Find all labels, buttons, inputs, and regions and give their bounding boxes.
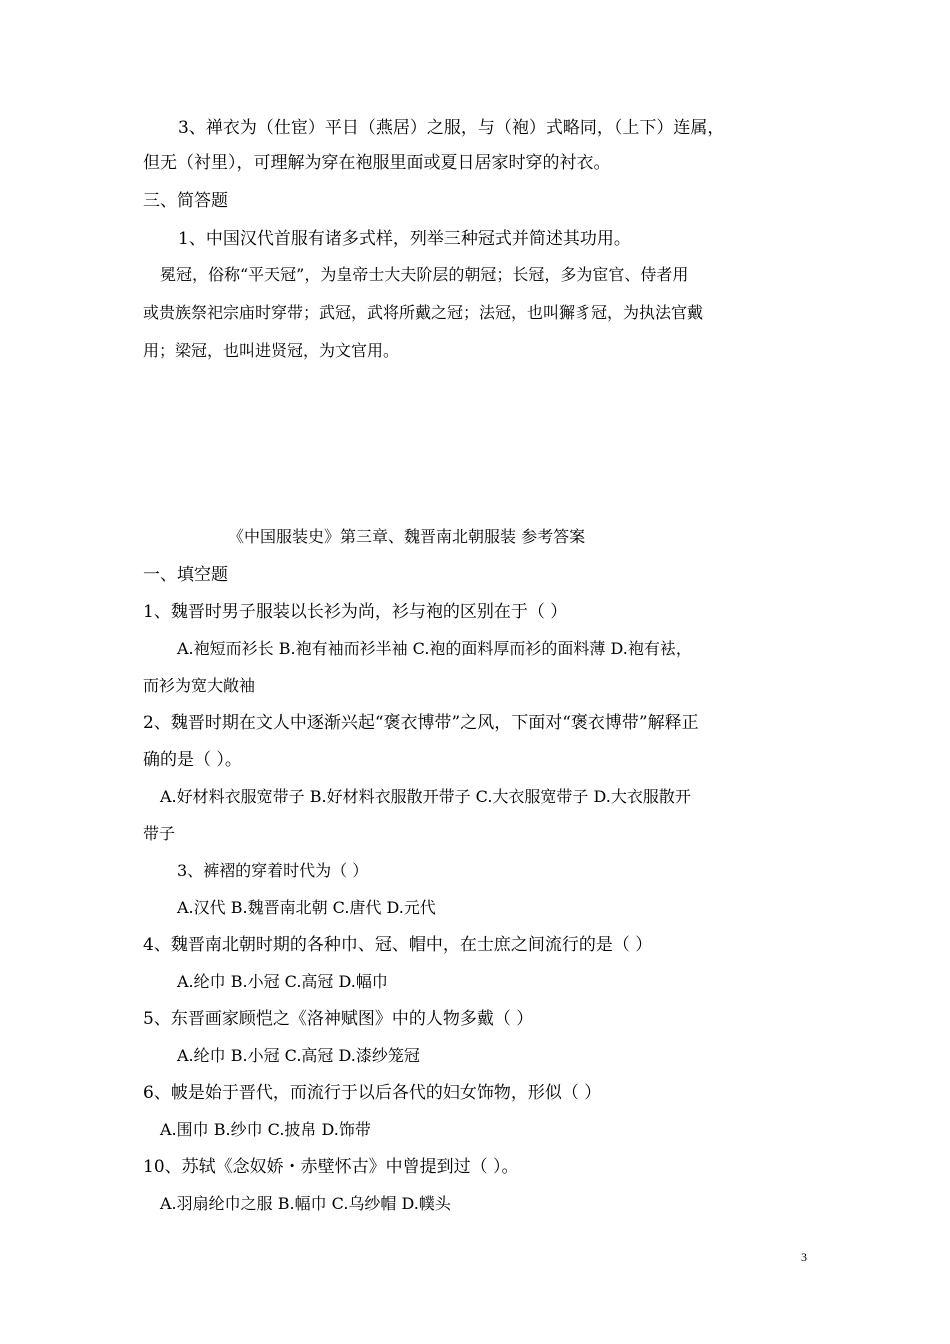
question: 10、苏轼《念奴娇・赤壁怀古》中曾提到过（ ）。 <box>143 1157 519 1177</box>
answer-line: 冕冠，俗称“平天冠”，为皇帝士大夫阶层的朝冠；长冠，多为宦官、侍者用 <box>160 265 689 284</box>
options-line: A.围巾 B.纱巾 C.披帛 D.饰带 <box>160 1120 371 1139</box>
chapter-title: 《中国服装史》第三章、魏晋南北朝服装 参考答案 <box>228 527 586 546</box>
question: 1、魏晋时男子服装以长衫为尚，衫与袍的区别在于（ ） <box>143 602 568 622</box>
section-heading: 三、简答题 <box>143 191 228 211</box>
question: 5、东晋画家顾恺之《洛神赋图》中的人物多戴（ ） <box>143 1009 534 1029</box>
question: 3、裤褶的穿着时代为（ ） <box>177 861 369 880</box>
answer-line: 用；梁冠，也叫进贤冠，为文官用。 <box>143 341 400 360</box>
question: 2、魏晋时期在文人中逐渐兴起“褒衣博带”之风，下面对“褒衣博带”解释正 <box>143 713 699 733</box>
options-line: A.羽扇纶巾之服 B.幅巾 C.乌纱帽 D.幞头 <box>160 1194 451 1213</box>
question: 6、帔是始于晋代，而流行于以后各代的妇女饰物，形似（ ） <box>143 1083 602 1103</box>
options-line: A.纶巾 B.小冠 C.高冠 D.幅巾 <box>177 972 388 991</box>
question: 4、魏晋南北朝时期的各种巾、冠、帽中，在士庶之间流行的是（ ） <box>143 935 653 955</box>
options-line: A.汉代 B.魏晋南北朝 C.唐代 D.元代 <box>177 898 436 917</box>
text-line: 但无（衬里），可理解为穿在袍服里面或夏日居家时穿的衬衣。 <box>143 153 611 173</box>
options-line: A.袍短而衫长 B.袍有袖而衫半袖 C.袍的面料厚而衫的面料薄 D.袍有袪， <box>177 639 692 658</box>
options-line: A.纶巾 B.小冠 C.高冠 D.漆纱笼冠 <box>177 1046 420 1065</box>
answer-line: 或贵族祭祀宗庙时穿带；武冠，武将所戴之冠；法冠，也叫獬豸冠，为执法官戴 <box>143 303 704 322</box>
options-line: A.好材料衣服宽带子 B.好材料衣服散开带子 C.大衣服宽带子 D.大衣服散开 <box>160 787 691 806</box>
question: 确的是（ ）。 <box>143 750 242 770</box>
text-line: 3、禅衣为（仕宦）平日（燕居）之服，与（袍）式略同，（上下）连属， <box>178 118 725 138</box>
section-heading: 一、填空题 <box>143 565 228 585</box>
page-number: 3 <box>801 1250 807 1264</box>
question: 1、中国汉代首服有诸多式样，列举三种冠式并简述其功用。 <box>178 229 631 249</box>
options-line: 带子 <box>143 824 176 843</box>
options-line: 而衫为宽大敞袖 <box>143 676 256 695</box>
